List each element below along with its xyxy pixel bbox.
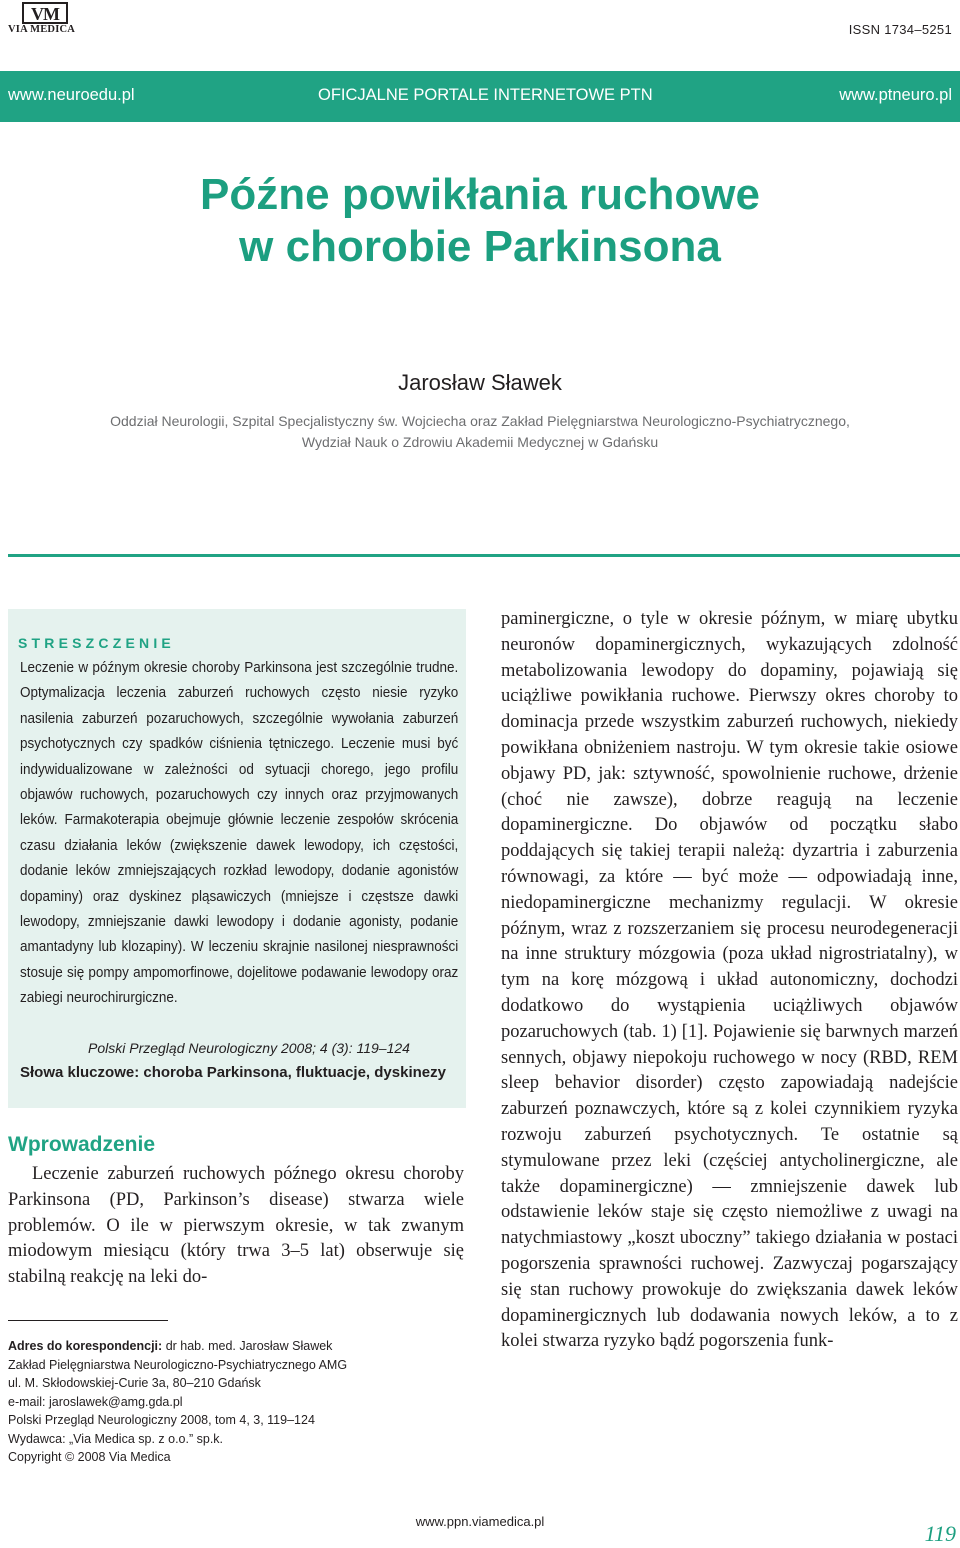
correspondence-line1 [8,1337,347,1356]
affiliation-line2: Wydział Nauk o Zdrowiu Akademii Medycznej w Gdańsku [301,434,659,450]
correspondence-line2: Zakład Pielęgniarstwa Neurologiczno-Psychiatrycznego AMG [8,1357,348,1372]
correspondence-label: Adres do korespondencji: [8,1339,163,1353]
logo-text: VIA MEDICA [8,24,76,35]
abstract-citation: Polski Przegląd Neurologiczny 2008; 4 (3): 119–124 [88,1040,410,1056]
correspondence-name: dr hab. med. Jarosław Sławek [165,1339,333,1353]
correspondence-copyright: Copyright © 2008 Via Medica [8,1450,171,1464]
footer-url[interactable]: www.ppn.viamedica.pl [415,1514,545,1529]
intro-heading: Wprowadzenie [8,1133,156,1156]
banner-caption: OFICJALNE PORTALE INTERNETOWE PTN [318,86,653,104]
article-title-line1: Późne powikłania ruchowe [200,170,760,219]
neuroedu-link[interactable]: www.neuroedu.pl [8,86,135,104]
abstract-keywords: Słowa kluczowe: choroba Parkinsona, fluktuacje, dyskinezy [20,1064,446,1081]
footnote-rule [8,1320,168,1321]
correspondence-block [8,1337,347,1467]
ptneuro-link[interactable]: www.ptneuro.pl [839,86,952,104]
issn: ISSN 1734–5251 [848,22,952,37]
correspondence-line6: Wydawca: „Via Medica sp. z o.o.” sp.k. [8,1431,224,1446]
author-name: Jarosław Sławek [398,370,562,395]
right-column-text: paminergiczne, o tyle w okresie późnym, w miarę ubytku neuronów dopaminergicznych, wykazujących zdolność metabolizowania lewodopy do dopaminy, pojawiają się uciążliwe powikłania ruchowe. Pierwszy okres choroby to dominacja przede wszystkim zaburzeń ruchowych, niekiedy powikłana obniżeniem nastroju. W tym okresie takie osiowe objawy PD, jak: sztywność, spowolnienie ruchowe, drżenie (choć nie zawsze), dobrze reagują na leczenie dopaminergiczne. Do objawów od początku słabo poddających się takiej terapii należą: dyzartria i zaburzenia równowagi, za które — być może — odpowiadają inne, niedopaminergiczne mechanizmy regulacji. W okresie późnym, wraz z rozszerzaniem się procesu neurodegeneracji na inne struktury mózgowia (poza układ nigrostriatalny), w tym na korę mózgową i układ autonomiczny, dochodzi dodatkowo do wystąpienia uciążliwych objawów pozaruchowych (tab. 1) [1]. Pojawienie się barwnych marzeń sennych, objawy niepokoju ruchowego w nocy (RBD, REM sleep behavior disorder) często zapowiadają nadejście zaburzeń poznawczych, które są z kolei czynnikiem ryzyka rozwoju zaburzeń psychotycznych. Te ostatnie są stymulowane przez leki (częściej antycholinergiczne, ale także dopaminergiczne) — zmniejszenie dawek lub odstawienie leków staje się często niemożliwe z uwagi na natychmiastowy „koszt uboczny” takiego działania w postaci pogorszenia sprawności ruchowej. Zazwyczaj pogarszający się stan ruchowy prowokuje do zwiększania dawek leków dopaminergicznych lub dodawania nowych leków, a to z kolei stwarza ryzyko bądź pogorszenia funk- [501,609,958,1352]
abstract-heading: STRESZCZENIE [18,635,175,651]
intro-text [8,1162,464,1291]
page-number: 119 [924,1521,956,1546]
correspondence-line5: Polski Przegląd Neurologiczny 2008, tom 4, 3, 119–124 [8,1413,315,1427]
section-divider [8,554,960,557]
affiliation-line1: Oddział Neurologii, Szpital Specjalistyczny św. Wojciecha oraz Zakład Pielęgniarstwa Neurologiczno-Psychiatrycznego, [110,413,850,429]
via-medica-logo [8,2,82,36]
correspondence-email[interactable]: e-mail: jaroslawek@amg.gda.pl [8,1394,183,1409]
portal-banner [0,71,960,122]
intro-paragraph: Leczenie zaburzeń ruchowych późnego okresu choroby Parkinsona (PD, Parkinson’s disease) stwarza wiele problemów. O ile w pierwszym okresie, w tak zwanym miodowym miesiącu (który trwa 3–5 lat) obserwuje się stabilną reakcję na leki do- [8,1164,464,1288]
abstract-box [8,609,466,1108]
vm-logo-mark: VM [22,2,68,24]
abstract-text: Leczenie w późnym okresie choroby Parkinsona jest szczególnie trudne. Optymalizacja leczenia zaburzeń ruchowych często niesie ryzyko nasilenia zaburzeń pozaruchowych, szczególnie wywołania zaburzeń psychotycznych czy spadków ciśnienia tętniczego. Leczenie musi być indywidualizowane w zależności od sytuacji chorego, jego profilu objawów ruchowych, pozaruchowych czy innych oraz przyjmowanych leków. Farmakoterapia obejmuje głównie leczenie zespołów skrócenia czasu działania leków (zwiększenie dawek lewodopy, ich częstości, dodanie leków zmniejszających rozkład lewodopy, dodanie agonistów dopaminy) oraz dyskinez pląsawiczych (mniejsze i częstsze dawki lewodopy, zmniejszanie dawki lewodopy i dodanie agonisty, podanie amantadyny lub klozapiny). W leczeniu skrajnie nasilonej niesprawności stosuje się pompy ampomorfinowe, dojelitowe podawanie lewodopy oraz zabiegi neurochirurgiczne. [20,659,459,1007]
correspondence-line3: ul. M. Skłodowskiej-Curie 3a, 80–210 Gdańsk [8,1376,261,1390]
article-title-line2: w chorobie Parkinsona [239,222,721,271]
